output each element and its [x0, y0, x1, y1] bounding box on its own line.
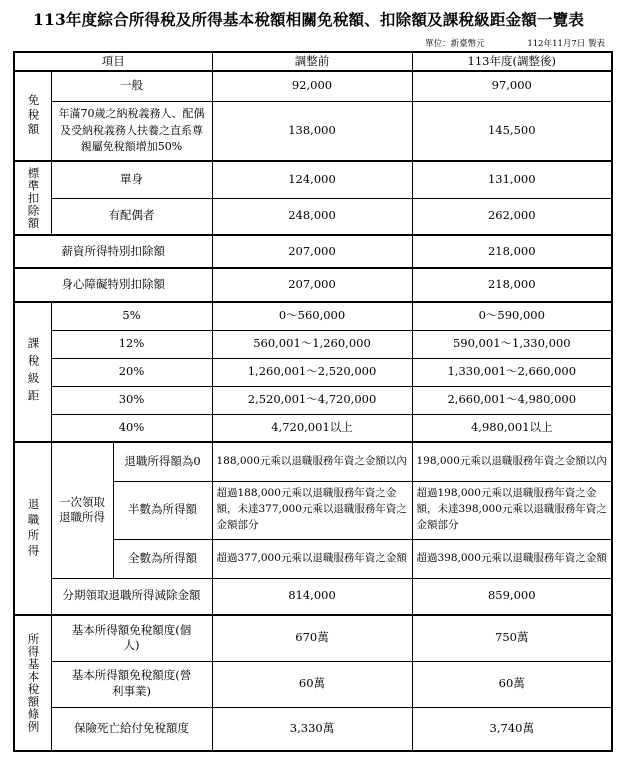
row-after: 590,001～1,330,000: [412, 330, 612, 358]
exemption-label-cell: [14, 71, 51, 161]
row-before: 4,720,001以上: [212, 414, 412, 442]
table-row: [14, 161, 612, 198]
row-item: 保險死亡給付免稅額度: [51, 707, 212, 751]
row-after: 0～590,000: [412, 302, 612, 330]
table-row: [14, 330, 612, 358]
table-row: [14, 661, 612, 707]
row-before: 超過377,000元乘以退職服務年資之金額: [212, 539, 412, 578]
row-after: 4,980,001以上: [412, 414, 612, 442]
row-item: 退職所得額為0: [113, 442, 212, 481]
row-before: 2,520,001～4,720,000: [212, 386, 412, 414]
row-item: 基本所得額免稅額度(營利事業): [51, 661, 212, 707]
row-before: 1,260,001～2,520,000: [212, 358, 412, 386]
row-item: 基本所得額免稅額度(個人): [51, 615, 212, 661]
row-item: 全數為所得額: [113, 539, 212, 578]
row-after: 60萬: [412, 661, 612, 707]
basic-tax-label: 所得基本稅額條例: [26, 633, 41, 733]
table-row: [14, 386, 612, 414]
row-item: 薪資所得特別扣除額: [14, 235, 212, 268]
row-after: 750萬: [412, 615, 612, 661]
row-after: 198,000元乘以退職服務年資之金額以內: [412, 442, 612, 481]
table-row: [14, 615, 612, 661]
table-row: [14, 358, 612, 386]
standard-label-cell: [14, 161, 51, 235]
row-after: 超過398,000元乘以退職服務年資之金額: [412, 539, 612, 578]
row-item: 單身: [51, 161, 212, 198]
table-meta: [385, 37, 605, 49]
row-before: 124,000: [212, 161, 412, 198]
row-item: 半數為所得額: [113, 481, 212, 539]
row-before: 超過188,000元乘以退職服務年資之金額，未達377,000元乘以退職服務年資之金額部分: [212, 481, 412, 539]
row-rate: 30%: [51, 386, 212, 414]
tax-table: [13, 51, 613, 752]
row-before: 207,000: [212, 268, 412, 302]
row-after: 超過198,000元乘以退職服務年資之金額，未達398,000元乘以退職服務年資之金額部分: [412, 481, 612, 539]
row-before: 670萬: [212, 615, 412, 661]
row-after: 97,000: [412, 71, 612, 101]
row-before: 92,000: [212, 71, 412, 101]
row-item: 年滿70歲之納稅義務人、配偶及受納稅義務人扶養之直系尊親屬免稅額增加50%: [51, 101, 212, 161]
lump-label: 一次領取退職所得: [51, 442, 113, 578]
brackets-label: 課稅級距: [26, 337, 41, 407]
row-rate: 5%: [51, 302, 212, 330]
table-row: [14, 71, 612, 101]
date-label: 112年11月7日 製表: [527, 39, 605, 49]
table-row: [14, 578, 612, 615]
row-after: 145,500: [412, 101, 612, 161]
header-before: 調整前: [212, 52, 412, 71]
standard-label: 標準扣除額: [26, 166, 41, 230]
row-item: 有配偶者: [51, 198, 212, 235]
row-after: 218,000: [412, 268, 612, 302]
table-row: [14, 442, 612, 481]
row-before: 248,000: [212, 198, 412, 235]
row-before: 560,001～1,260,000: [212, 330, 412, 358]
row-rate: 40%: [51, 414, 212, 442]
page-title: 113年度綜合所得稅及所得基本稅額相關免稅額、扣除額及課稅級距金額一覽表: [32, 10, 585, 29]
brackets-label-cell: [14, 302, 51, 442]
unit-label: 單位：新臺幣元: [425, 39, 485, 49]
row-before: 814,000: [212, 578, 412, 615]
row-item: 分期領取退職所得減除金額: [51, 578, 212, 615]
table-row: [14, 414, 612, 442]
table-row: [14, 101, 612, 161]
table-row: [14, 235, 612, 268]
header-row: [14, 52, 612, 71]
table-row: [14, 268, 612, 302]
row-item: 一般: [51, 71, 212, 101]
header-item: 項目: [14, 52, 212, 71]
row-before: 60萬: [212, 661, 412, 707]
row-before: 138,000: [212, 101, 412, 161]
row-before: 3,330萬: [212, 707, 412, 751]
row-after: 859,000: [412, 578, 612, 615]
row-after: 2,660,001～4,980,000: [412, 386, 612, 414]
table-row: [14, 302, 612, 330]
row-before: 0～560,000: [212, 302, 412, 330]
row-after: 218,000: [412, 235, 612, 268]
row-after: 262,000: [412, 198, 612, 235]
header-after: 113年度(調整後): [412, 52, 612, 71]
table-row: [14, 198, 612, 235]
retirement-label-cell: [14, 442, 51, 615]
basic-tax-label-cell: [14, 615, 51, 751]
table-row: [14, 707, 612, 751]
exemption-label: 免稅額: [26, 94, 41, 138]
row-before: 207,000: [212, 235, 412, 268]
row-item: 身心障礙特別扣除額: [14, 268, 212, 302]
row-after: 131,000: [412, 161, 612, 198]
retirement-label: 退職所得: [26, 497, 41, 560]
row-after: 3,740萬: [412, 707, 612, 751]
row-rate: 20%: [51, 358, 212, 386]
row-before: 188,000元乘以退職服務年資之金額以內: [212, 442, 412, 481]
row-rate: 12%: [51, 330, 212, 358]
row-after: 1,330,001～2,660,000: [412, 358, 612, 386]
